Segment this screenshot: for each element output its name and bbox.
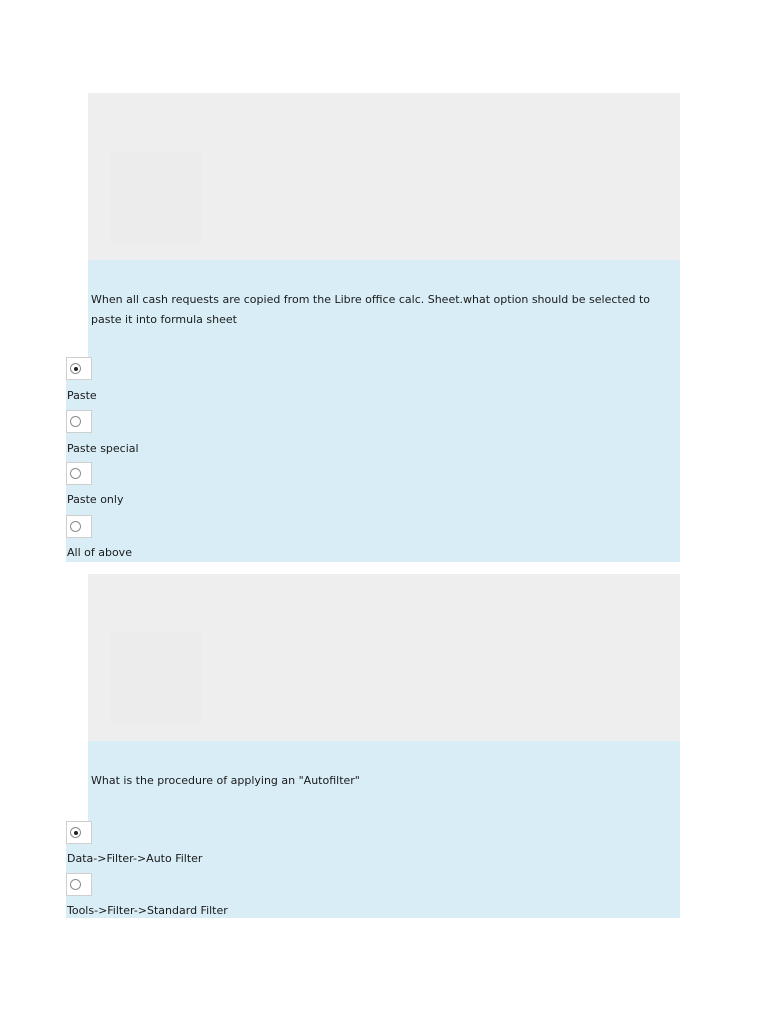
radio-checked-icon xyxy=(70,827,81,838)
question-1-image-area xyxy=(88,93,680,260)
question-2-option-2-radio[interactable] xyxy=(66,873,92,896)
question-1-option-4-radio[interactable] xyxy=(66,515,92,538)
question-1 xyxy=(66,93,680,562)
question-1-option-3-label: Paste only xyxy=(67,493,124,506)
question-1-option-2-label: Paste special xyxy=(67,442,139,455)
question-1-option-4-label: All of above xyxy=(67,546,132,559)
radio-checked-icon xyxy=(70,363,81,374)
question-2-image-placeholder xyxy=(110,632,202,724)
question-1-text: When all cash requests are copied from the Libre office calc. Sheet.what option should be selected to paste it into formula sheet xyxy=(91,293,650,326)
question-2-option-1-radio[interactable] xyxy=(66,821,92,844)
question-1-options xyxy=(66,357,680,562)
question-1-option-2-radio[interactable] xyxy=(66,410,92,433)
question-2-image-area xyxy=(88,574,680,741)
question-2 xyxy=(66,574,680,918)
radio-unchecked-icon xyxy=(70,468,81,479)
radio-unchecked-icon xyxy=(70,521,81,532)
radio-unchecked-icon xyxy=(70,416,81,427)
question-2-option-2-label: Tools->Filter->Standard Filter xyxy=(67,904,228,917)
question-1-image-placeholder xyxy=(110,151,202,243)
question-1-option-3-radio[interactable] xyxy=(66,462,92,485)
question-2-option-1-label: Data->Filter->Auto Filter xyxy=(67,852,203,865)
question-1-option-1-label: Paste xyxy=(67,389,97,402)
question-1-option-1-radio[interactable] xyxy=(66,357,92,380)
radio-unchecked-icon xyxy=(70,879,81,890)
question-2-text: What is the procedure of applying an "Autofilter" xyxy=(91,774,360,787)
